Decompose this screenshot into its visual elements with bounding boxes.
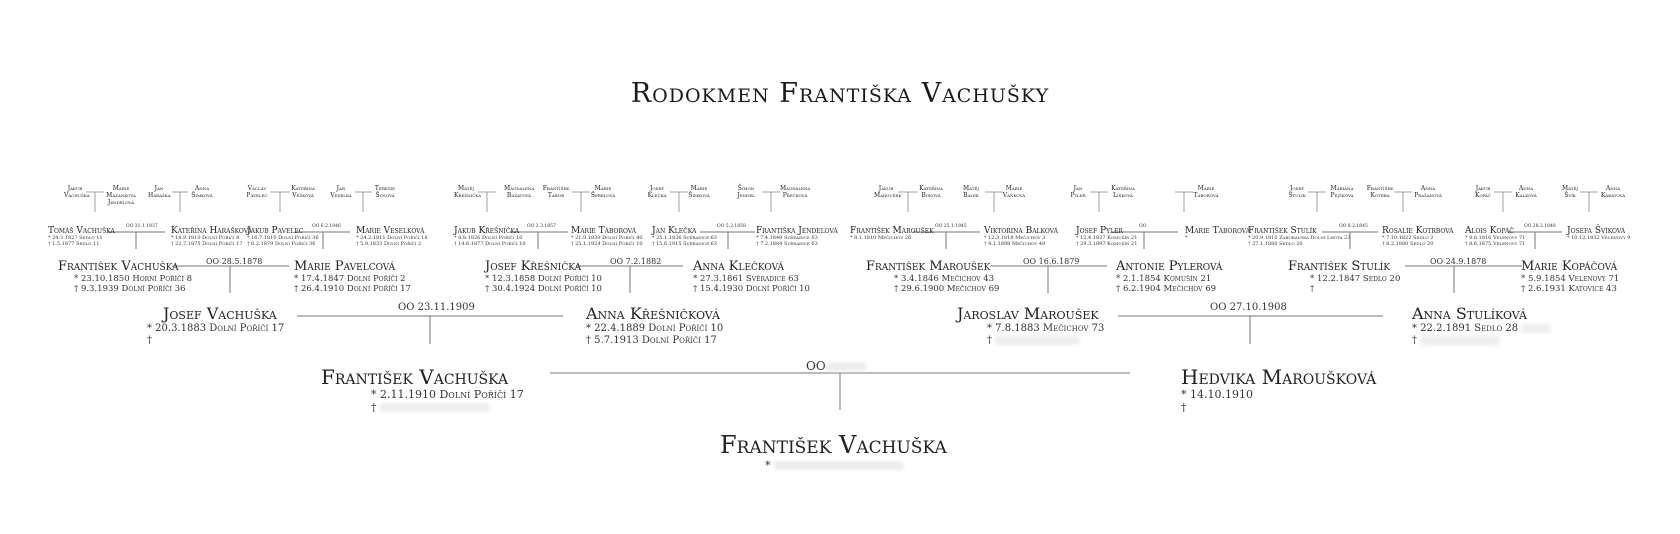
person-name: Josef Pyler [1076, 226, 1123, 236]
person-death: † 2.6.1931 Katovice 43 [1521, 283, 1617, 294]
person-name: Jakub Vachuška [64, 185, 90, 199]
person-ggp-2 [294, 260, 411, 294]
person-death: † 8.2.1880 Sedlo 20 [1382, 241, 1434, 248]
person-ggp-1 [58, 260, 192, 294]
person-ggp-4 [693, 260, 810, 294]
person-l5-8 [374, 186, 396, 200]
person-l4-9 [850, 226, 934, 242]
person-name: Anna Kalková [1515, 185, 1537, 199]
person-gp-2 [586, 305, 723, 346]
person-l5-4 [190, 186, 214, 200]
person-birth: * 7.10.1822 Sedlo 2 [1382, 235, 1434, 242]
person-birth: * 12.2.1847 Sedlo 20 [1310, 273, 1401, 284]
person-name: Václav Pavelec [246, 185, 268, 199]
person-name: Terezie Šusová [374, 185, 396, 199]
person-l4-7 [652, 226, 717, 248]
person-l5-12 [590, 186, 616, 200]
person-birth: * 14.10.1910 [1181, 388, 1253, 401]
person-root [720, 432, 947, 472]
person-birth: * 21.9.1839 Dolní Poříčí 40 [571, 235, 643, 242]
person-name: Anna Kabátová [1600, 185, 1626, 199]
person-l5-22 [1110, 186, 1136, 200]
person-name: Františka Jendelová [756, 226, 838, 236]
person-name: Magdalena Přečková [780, 185, 811, 199]
person-name: Jakub Maroušek [874, 185, 902, 199]
person-death: † [147, 334, 152, 346]
person-l5-15 [734, 186, 758, 200]
person-name: Marie Šimková [688, 185, 710, 199]
marriage-label: OO 23.11.1909 [398, 302, 475, 313]
person-birth: * [1185, 235, 1188, 242]
person-name: Jakub Kopáč [1474, 185, 1492, 199]
person-l4-11 [1076, 226, 1137, 248]
person-name: František Kotrba [1366, 185, 1394, 199]
person-name: Mariana Pejšková [1330, 185, 1354, 199]
marriage-label: OO 31.1.1837 [126, 224, 158, 229]
person-death: † 14.6.1877 Dolní Poříčí 10 [454, 241, 526, 248]
person-name: Jan Veselka [330, 185, 352, 199]
person-l5-5 [246, 186, 268, 200]
person-l5-32 [1600, 186, 1626, 200]
person-l4-10 [984, 226, 1058, 248]
person-name: Matěj Balek [962, 185, 979, 199]
person-birth: * 20.3.1883 Dolní Poříčí 17 [147, 323, 285, 335]
person-name: Antonie Pylerová [1116, 259, 1223, 274]
person-l5-21 [1068, 186, 1088, 200]
person-name: Marie Šebelová [590, 185, 616, 199]
person-l5-3 [148, 186, 170, 200]
marriage-label: OO 25.1.1845 [935, 224, 967, 229]
person-name: Marie Mazankova Jendelová [106, 185, 136, 206]
person-birth: * 27.3.1861 Svéradice 63 [693, 273, 799, 284]
person-name: František Vachuška [720, 431, 947, 459]
person-name: Jaroslav Maroušek [957, 304, 1099, 323]
person-death: † 15.6.1915 Svéradice 63 [652, 241, 717, 248]
person-l4-6 [571, 226, 643, 248]
person-l5-13 [645, 186, 669, 200]
person-name: František Stulík [1288, 259, 1391, 274]
person-l5-7 [330, 186, 352, 200]
person-l4-4 [356, 226, 428, 248]
person-birth: * 18.9.1810 Dolní Poříčí 8 [171, 235, 240, 242]
person-birth: * 7.8.1883 Mečichov 73 [987, 323, 1105, 335]
person-l5-10 [504, 186, 534, 200]
person-l5-9 [454, 185, 482, 200]
person-l4-13 [1248, 226, 1350, 248]
person-death: † 7.2.1884 Svéradice 63 [756, 241, 818, 248]
marriage-label: OO 27.10.1908 [1210, 302, 1287, 313]
person-death: † [1412, 334, 1417, 346]
person-name: Josefa Švíková [1567, 226, 1626, 236]
person-name: Magdalena Bažatová [504, 185, 535, 199]
person-name: Anna Klečková [693, 259, 785, 274]
person-name: Marie Kopáčová [1521, 259, 1618, 274]
marriage-label: OO 2.3.1857 [527, 224, 556, 229]
person-birth: * 9.6.1816 Velenovy 71 [1465, 235, 1526, 242]
person-l4-2 [171, 226, 252, 248]
person-birth: * 23.10.1850 Horní Poříčí 8 [74, 273, 193, 284]
marriage-label: OO 16.6.1879 [1023, 257, 1080, 266]
person-name: František Vachuška [321, 365, 509, 389]
person-name: Hedvika Maroušková [1181, 365, 1377, 389]
person-death: † [1310, 283, 1315, 294]
marriage-label: OO 8.2.1845 [1339, 224, 1368, 229]
person-l5-30 [1514, 186, 1538, 200]
person-name: Marie Táborová [571, 226, 637, 236]
person-name: Kateřina Harašková [171, 226, 252, 236]
person-death: † [371, 400, 377, 414]
person-ggp-3 [485, 260, 602, 294]
person-l5-6 [290, 186, 316, 200]
person-death: † 22.7.1875 Dolní Poříčí 17 [171, 241, 243, 248]
person-l5-18 [918, 186, 944, 200]
person-birth: * 12.3.1818 Mečichov 3 [984, 235, 1046, 242]
person-name: Jan Pyler [1070, 185, 1086, 199]
person-name: Kateřina Věšková [291, 185, 315, 199]
person-name: Marie Vaňková [1002, 185, 1026, 199]
person-l4-5 [454, 226, 526, 248]
person-l5-27 [1366, 186, 1394, 200]
person-birth: * 2.1.1854 Komušín 21 [1116, 273, 1212, 284]
marriage-label: OO 28.2.1848 [1524, 224, 1556, 229]
person-death: † 5.9.1833 Dolní Poříčí 2 [356, 241, 422, 248]
person-death: † 6.2.1879 Dolní Poříčí 36 [247, 241, 316, 248]
person-name: František Maroušek [850, 226, 934, 236]
person-l4-8 [756, 226, 838, 248]
person-l5-16 [780, 186, 810, 200]
person-name: Jakub Pavelec [247, 226, 304, 236]
person-name: Josef Klečka [647, 185, 667, 199]
person-name: Matěj Švík [1561, 185, 1578, 199]
person-death: † 30.4.1924 Dolní Poříčí 10 [485, 283, 602, 294]
person-l5-31 [1560, 186, 1580, 200]
person-birth: * [765, 458, 771, 472]
person-l5-17 [874, 185, 902, 200]
person-birth: * 8.1.1810 Mečichov 26 [850, 235, 912, 242]
person-l4-15 [1465, 226, 1525, 248]
person-birth: * 3.4.1846 Mečichov 43 [894, 273, 995, 284]
person-name: Tomáš Vachuška [48, 226, 115, 236]
person-death: † 6.2.1904 Mečichov 69 [1116, 283, 1217, 294]
person-l5-26 [1328, 186, 1356, 200]
person-birth: * 10.12.1832 Velenovy 9 [1567, 235, 1631, 242]
person-gp-1 [147, 304, 285, 346]
person-name: Alois Kopáč [1465, 226, 1514, 236]
person-name: Rosalie Kotrbová [1382, 226, 1454, 236]
person-l5-24 [1193, 186, 1219, 200]
person-birth: * 17.4.1847 Dolní Poříčí 2 [294, 273, 406, 284]
marriage-label: OO 7.2.1882 [610, 257, 662, 266]
person-death: † 5.7.1913 Dolní Poříčí 17 [586, 334, 717, 346]
person-l4-12 [1185, 226, 1250, 242]
person-name: František Tábor [542, 185, 570, 199]
person-l4-16 [1567, 226, 1630, 242]
marriage-label: OO 28.5.1878 [206, 257, 263, 266]
marriage-label: OO 5.2.1858 [717, 224, 746, 229]
person-name: Anna Stulíková [1412, 304, 1527, 323]
person-birth: * 5.9.1854 Velenovy 71 [1521, 273, 1620, 284]
person-gp-3 [957, 305, 1104, 346]
person-ggp-5 [866, 260, 999, 294]
person-death: † 8.6.1875 Velenovy 71 [1465, 241, 1526, 248]
person-name: Marie Táborová [1193, 185, 1219, 199]
person-name: Marie Táborová [1185, 226, 1251, 236]
person-birth: * 20.9.1810 Zaboravská Dolní Lhota 23 [1248, 235, 1351, 242]
person-l5-1 [64, 185, 90, 200]
person-name: Marie Veselková [356, 226, 425, 236]
marriage-label: OO 6.2.1846 [312, 224, 341, 229]
person-l5-25 [1286, 186, 1308, 200]
person-ggp-6 [1116, 260, 1222, 294]
person-ggp-8 [1521, 260, 1619, 294]
person-birth: * 22.4.1889 Dolní Poříčí 10 [586, 323, 724, 335]
marriage-label: OO [1139, 224, 1147, 229]
person-name: František Maroušek [866, 259, 991, 274]
person-name: František Stulík [1248, 226, 1317, 236]
person-birth: * 24.3.1827 Sedlo 11 [48, 235, 103, 242]
person-name: Anna Šimková [191, 185, 213, 199]
person-death: † 26.4.1910 Dolní Poříčí 17 [294, 283, 411, 294]
person-l4-3 [247, 226, 319, 248]
person-name: Viktorina Balková [984, 226, 1058, 236]
person-birth: * 12.4.1827 Komušín 21 [1076, 235, 1138, 242]
person-l5-28 [1414, 186, 1442, 200]
person-ggp-7 [1288, 260, 1400, 294]
person-l5-20 [1002, 186, 1026, 200]
marriage-label: OO [806, 359, 826, 373]
person-name: Jan Klečka [652, 226, 697, 236]
person-birth: * 2.11.1910 Dolní Poříčí 17 [371, 388, 524, 401]
person-l5-19 [960, 186, 982, 200]
person-birth: * 25.1.1836 Svéradice 63 [652, 235, 717, 242]
person-death: † 29.6.1900 Mečichov 69 [894, 283, 1000, 294]
person-l4-1 [48, 226, 115, 248]
person-name: Kateřina Boková [919, 185, 943, 199]
marriage-label: OO 24.9.1878 [1430, 257, 1487, 266]
person-birth: * 16.7.1810 Dolní Poříčí 36 [247, 235, 319, 242]
person-birth: * 7.4.1849 Svéradice 63 [756, 235, 818, 242]
person-death: † 9.3.1939 Dolní Poříčí 36 [74, 283, 186, 294]
person-mother [1181, 366, 1376, 414]
page-title: Rodokmen Františka Vachušky [630, 78, 1050, 109]
person-name: Anna Křešničková [586, 304, 720, 323]
person-name: Šimon Jendel [737, 185, 755, 199]
person-l5-14 [686, 186, 712, 200]
person-name: Marie Pavelcová [294, 259, 396, 274]
person-death: † [1181, 400, 1187, 414]
person-l4-14 [1382, 226, 1454, 248]
person-birth: * 22.2.1891 Sedlo 28 [1412, 323, 1519, 335]
person-death: † 29.3.1897 Komušín 21 [1076, 241, 1138, 248]
person-father [321, 366, 524, 414]
person-name: Anna Pražanová [1414, 185, 1442, 199]
person-l5-2 [106, 186, 136, 207]
person-name: Kateřina Lišková [1111, 185, 1135, 199]
person-name: Jan Haraška [148, 185, 171, 199]
person-name: Josef Stulík [1288, 185, 1306, 199]
person-death: † 1.5.1877 Sedlo 11 [48, 241, 100, 248]
person-name: František Vachuška [58, 259, 179, 274]
person-death: † 25.1.1924 Dolní Poříčí 10 [571, 241, 643, 248]
person-gp-4 [1412, 305, 1551, 346]
person-name: Jakub Křešnička [454, 226, 520, 236]
person-death: † [987, 334, 992, 346]
person-l5-29 [1472, 186, 1494, 200]
person-birth: * 24.2.1811 Dolní Poříčí 18 [356, 235, 428, 242]
person-name: Josef Vachuška [163, 304, 277, 323]
person-birth: * 8.8.1826 Dolní Poříčí 10 [454, 235, 523, 242]
person-death: † 27.1.1880 Sedlo 20 [1248, 241, 1303, 248]
person-name: Matěj Křešnička [454, 185, 482, 199]
person-name: Josef Křešnička [485, 259, 582, 274]
person-death: † 4.1.1898 Mečichov 49 [984, 241, 1046, 248]
person-birth: * 12.3.1858 Dolní Poříčí 10 [485, 273, 602, 284]
person-death: † 15.4.1930 Dolní Poříčí 10 [693, 283, 810, 294]
person-l5-11 [542, 186, 570, 200]
